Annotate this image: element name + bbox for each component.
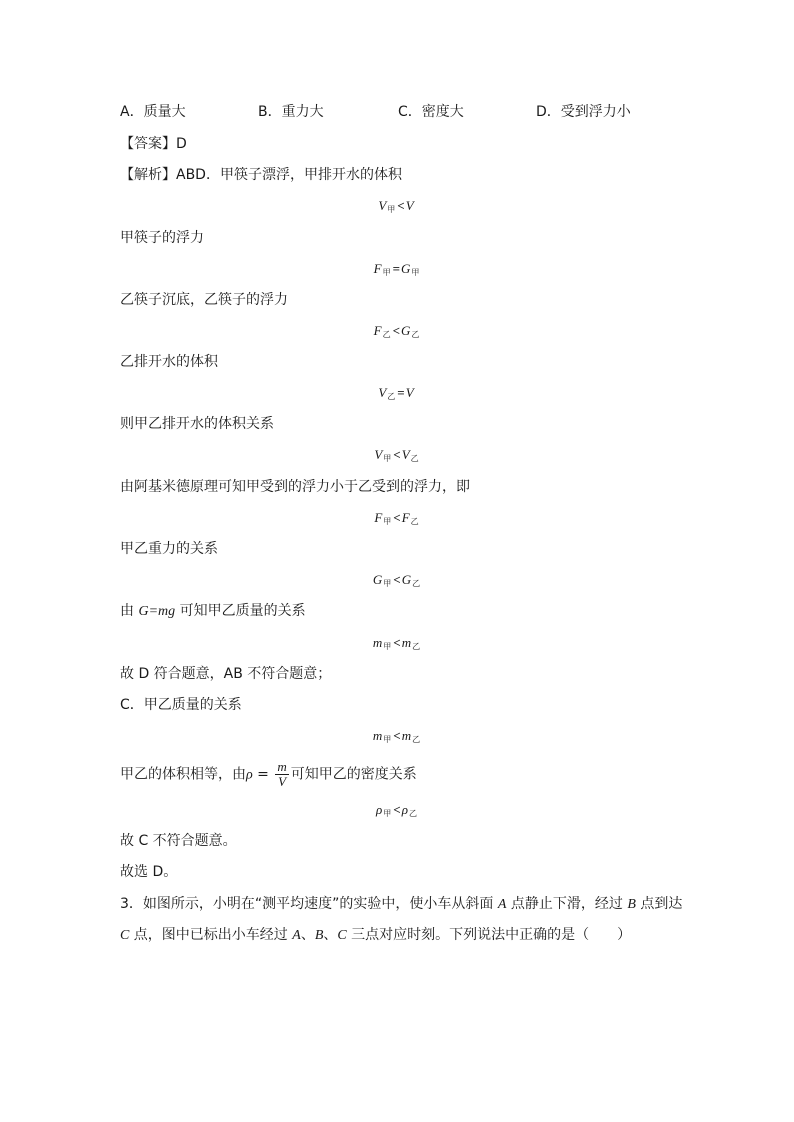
- eq-term: F: [373, 323, 382, 338]
- equation-10: [0, 726, 794, 750]
- eq-subscript: 甲: [383, 579, 392, 588]
- analysis-text-3: 乙筷子沉底，乙筷子的浮力: [120, 292, 288, 308]
- eq-subscript: 乙: [412, 735, 421, 744]
- eq-subscript: 乙: [412, 579, 421, 588]
- fraction-denominator: V: [278, 774, 287, 789]
- eq-term: G: [400, 323, 411, 338]
- analysis-intro: 【解析】ABD．甲筷子漂浮，甲排开水的体积: [120, 167, 402, 183]
- point-label: B: [627, 897, 636, 912]
- eq-operator: <: [393, 510, 401, 525]
- equation-1: [0, 196, 794, 220]
- eq-term: m: [401, 728, 412, 743]
- eq-operator: <: [393, 572, 401, 587]
- text-fragment: 点到达: [635, 896, 683, 912]
- analysis-text-2: 甲筷子的浮力: [120, 230, 204, 246]
- equation-5: [0, 445, 794, 469]
- eq-operator: <: [393, 447, 401, 462]
- equation-11: [0, 800, 794, 824]
- eq-term: G: [401, 572, 412, 587]
- density-fraction: [275, 760, 288, 789]
- equation-4: [0, 383, 794, 407]
- text-fragment: 三点对应时刻。下列说法中正确的是（ ）: [346, 927, 632, 943]
- analysis-text-7: 甲乙重力的关系: [120, 541, 218, 557]
- eq-subscript: 乙: [387, 392, 396, 401]
- equation-6: [0, 508, 794, 532]
- point-label: C: [120, 928, 130, 943]
- eq-term: m: [401, 635, 412, 650]
- analysis-text-8: [120, 601, 306, 622]
- point-label: A: [292, 928, 301, 943]
- eq-subscript: 乙: [412, 642, 421, 651]
- text-fragment: 、: [300, 927, 315, 943]
- eq-term: ρ: [376, 802, 383, 817]
- analysis-text-11: [120, 760, 417, 789]
- eq-term: G: [400, 261, 411, 276]
- eq-term: F: [401, 510, 410, 525]
- equation-3: [0, 321, 794, 345]
- eq-operator: <: [392, 323, 400, 338]
- eq-term: V: [401, 447, 410, 462]
- eq-operator: <: [393, 802, 401, 817]
- analysis-text-10: C．甲乙质量的关系: [120, 697, 242, 713]
- point-label: C: [337, 928, 347, 943]
- eq-subscript: 甲: [411, 268, 420, 277]
- eq-term: F: [373, 261, 382, 276]
- eq-term: V: [405, 198, 414, 213]
- analysis-text-6: 由阿基米德原理可知甲受到的浮力小于乙受到的浮力，即: [120, 479, 470, 495]
- eq-subscript: 甲: [382, 268, 391, 277]
- analysis-text-12: 故 C 不符合题意。: [120, 833, 237, 849]
- text-fragment: 甲乙的体积相等，由: [120, 766, 246, 783]
- eq-subscript: 乙: [382, 330, 391, 339]
- eq-term: m: [372, 635, 383, 650]
- analysis-text-13: 故选 D。: [120, 864, 178, 880]
- text-fragment: 、: [323, 927, 338, 943]
- eq-subscript: 甲: [383, 735, 392, 744]
- eq-subscript: 甲: [383, 454, 392, 463]
- eq-term: V: [374, 447, 383, 462]
- text-fragment: 3．如图所示，小明在“测平均速度”的实验中，使小车从斜面: [120, 896, 498, 912]
- eq-term: F: [374, 510, 383, 525]
- option-b: B．重力大: [258, 104, 324, 120]
- eq-subscript: 甲: [383, 517, 392, 526]
- equation-8: [0, 633, 794, 657]
- eq-term: ρ: [401, 802, 408, 817]
- eq-term: G: [372, 572, 383, 587]
- text-fragment: 可知甲乙的密度关系: [290, 766, 417, 783]
- eq-operator: <: [393, 728, 401, 743]
- point-label: A: [497, 897, 507, 912]
- analysis-text-9: 故 D 符合题意，AB 不符合题意；: [120, 666, 332, 682]
- eq-subscript: 甲: [383, 642, 392, 651]
- density-symbol: ρ: [246, 767, 253, 783]
- question-3-line-2: [120, 925, 631, 946]
- eq-term: V: [378, 385, 387, 400]
- eq-operator: <: [397, 198, 405, 213]
- equation-2: [0, 259, 794, 283]
- question-3-line-1: [120, 894, 682, 915]
- text-fragment: 可知甲乙质量的关系: [175, 603, 306, 619]
- eq-term: m: [372, 728, 383, 743]
- fraction-numerator: m: [277, 759, 287, 774]
- answer-line: 【答案】D: [120, 136, 187, 152]
- point-label: B: [314, 928, 324, 943]
- eq-subscript: 甲: [383, 809, 392, 818]
- text-fragment: 由: [120, 603, 139, 619]
- eq-subscript: 甲: [387, 205, 396, 214]
- formula-gravity: G=mg: [138, 604, 176, 619]
- eq-subscript: 乙: [410, 517, 419, 526]
- eq-operator: =: [397, 385, 405, 400]
- eq-operator: =: [392, 261, 400, 276]
- equation-7: [0, 570, 794, 594]
- eq-term: V: [405, 385, 414, 400]
- option-d: D．受到浮力小: [536, 104, 631, 120]
- option-c: C．密度大: [398, 104, 464, 120]
- analysis-text-4: 乙排开水的体积: [120, 354, 218, 370]
- eq-subscript: 乙: [411, 330, 420, 339]
- text-fragment: 点静止下滑，经过: [506, 896, 628, 912]
- text-fragment: 点，图中已标出小车经过: [129, 927, 293, 943]
- eq-subscript: 乙: [408, 809, 417, 818]
- option-a: A．质量大: [120, 104, 186, 120]
- eq-term: V: [378, 198, 387, 213]
- text-fragment: =: [252, 766, 274, 783]
- eq-operator: <: [393, 635, 401, 650]
- eq-subscript: 乙: [410, 454, 419, 463]
- analysis-text-5: 则甲乙排开水的体积关系: [120, 416, 274, 432]
